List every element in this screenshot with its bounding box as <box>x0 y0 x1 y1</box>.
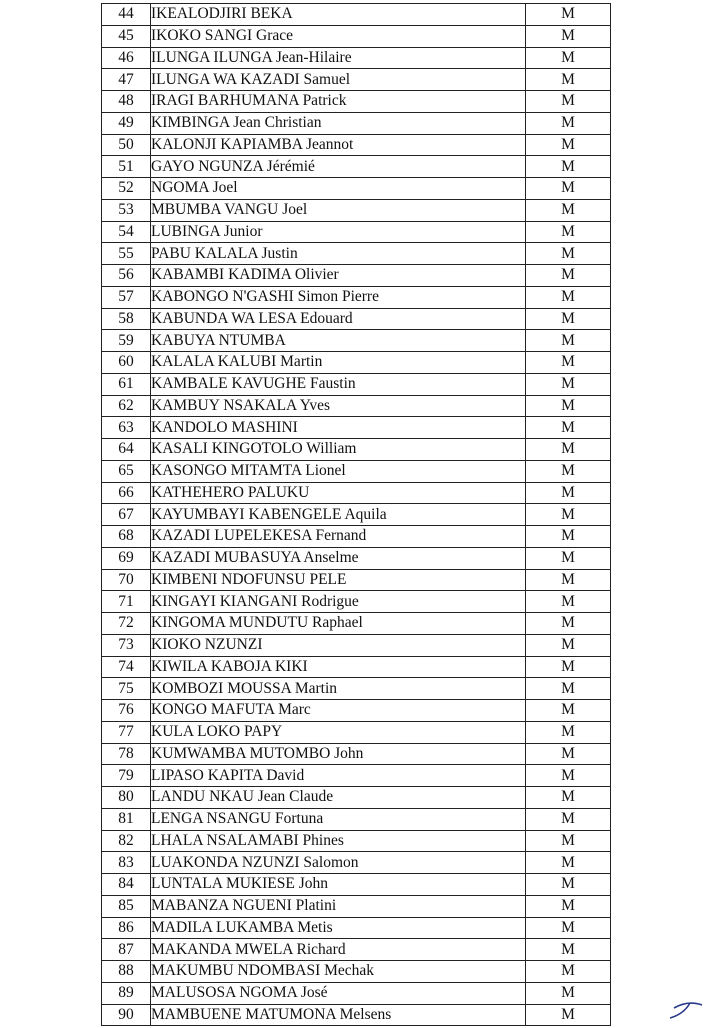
table-row <box>102 417 611 439</box>
table-row <box>102 352 611 374</box>
table-row <box>102 112 611 134</box>
row-sex: M <box>526 156 611 178</box>
row-sex: M <box>526 808 611 830</box>
row-number: 50 <box>102 134 151 156</box>
row-sex: M <box>526 286 611 308</box>
row-number: 89 <box>102 982 151 1004</box>
row-name: KANDOLO MASHINI <box>151 417 526 439</box>
row-number: 86 <box>102 917 151 939</box>
row-name: GAYO NGUNZA Jérémié <box>151 156 526 178</box>
row-sex: M <box>526 765 611 787</box>
row-sex: M <box>526 939 611 961</box>
row-name: LUAKONDA NZUNZI Salomon <box>151 852 526 874</box>
table-row <box>102 178 611 200</box>
row-name: KIWILA KABOJA KIKI <box>151 656 526 678</box>
row-number: 51 <box>102 156 151 178</box>
row-sex: M <box>526 982 611 1004</box>
row-name: KINGAYI KIANGANI Rodrigue <box>151 591 526 613</box>
table-row <box>102 700 611 722</box>
table-row <box>102 939 611 961</box>
row-sex: M <box>526 134 611 156</box>
row-name: KAYUMBAYI KABENGELE Aquila <box>151 504 526 526</box>
roster-sheet <box>101 3 609 1026</box>
row-sex: M <box>526 4 611 26</box>
table-row <box>102 308 611 330</box>
row-name: KALONJI KAPIAMBA Jeannot <box>151 134 526 156</box>
row-sex: M <box>526 330 611 352</box>
table-row <box>102 613 611 635</box>
row-sex: M <box>526 417 611 439</box>
row-number: 80 <box>102 787 151 809</box>
row-sex: M <box>526 112 611 134</box>
table-row <box>102 634 611 656</box>
table-row <box>102 25 611 47</box>
table-row <box>102 591 611 613</box>
row-number: 66 <box>102 482 151 504</box>
row-number: 47 <box>102 69 151 91</box>
row-number: 57 <box>102 286 151 308</box>
row-sex: M <box>526 852 611 874</box>
row-name: KAZADI LUPELEKESA Fernand <box>151 526 526 548</box>
table-row <box>102 852 611 874</box>
roster-table <box>101 3 611 1026</box>
row-sex: M <box>526 547 611 569</box>
row-name: KUMWAMBA MUTOMBO John <box>151 743 526 765</box>
row-name: IKOKO SANGI Grace <box>151 25 526 47</box>
row-number: 55 <box>102 243 151 265</box>
table-row <box>102 547 611 569</box>
row-name: KASALI KINGOTOLO William <box>151 439 526 461</box>
row-name: NGOMA Joel <box>151 178 526 200</box>
row-number: 61 <box>102 373 151 395</box>
row-sex: M <box>526 743 611 765</box>
row-sex: M <box>526 787 611 809</box>
row-name: KATHEHERO PALUKU <box>151 482 526 504</box>
table-row <box>102 895 611 917</box>
row-sex: M <box>526 504 611 526</box>
row-number: 48 <box>102 91 151 113</box>
row-name: KASONGO MITAMTA Lionel <box>151 460 526 482</box>
table-row <box>102 373 611 395</box>
row-name: LUBINGA Junior <box>151 221 526 243</box>
table-row <box>102 808 611 830</box>
row-sex: M <box>526 569 611 591</box>
row-name: KULA LOKO PAPY <box>151 721 526 743</box>
row-sex: M <box>526 482 611 504</box>
row-number: 53 <box>102 199 151 221</box>
row-sex: M <box>526 895 611 917</box>
table-row <box>102 221 611 243</box>
row-sex: M <box>526 874 611 896</box>
table-row <box>102 395 611 417</box>
table-row <box>102 134 611 156</box>
row-sex: M <box>526 700 611 722</box>
row-name: LHALA NSALAMABI Phines <box>151 830 526 852</box>
table-row <box>102 982 611 1004</box>
row-name: KABUYA NTUMBA <box>151 330 526 352</box>
row-number: 79 <box>102 765 151 787</box>
row-name: MABANZA NGUENI Platini <box>151 895 526 917</box>
row-number: 58 <box>102 308 151 330</box>
row-number: 83 <box>102 852 151 874</box>
row-name: MADILA LUKAMBA Metis <box>151 917 526 939</box>
row-sex: M <box>526 1004 611 1026</box>
row-sex: M <box>526 395 611 417</box>
row-name: KONGO MAFUTA Marc <box>151 700 526 722</box>
row-number: 65 <box>102 460 151 482</box>
row-number: 64 <box>102 439 151 461</box>
row-sex: M <box>526 265 611 287</box>
row-number: 82 <box>102 830 151 852</box>
table-row <box>102 874 611 896</box>
row-name: KABAMBI KADIMA Olivier <box>151 265 526 287</box>
table-row <box>102 569 611 591</box>
row-sex: M <box>526 199 611 221</box>
row-sex: M <box>526 460 611 482</box>
table-row <box>102 678 611 700</box>
row-sex: M <box>526 526 611 548</box>
row-sex: M <box>526 47 611 69</box>
row-name: IRAGI BARHUMANA Patrick <box>151 91 526 113</box>
row-number: 54 <box>102 221 151 243</box>
table-row <box>102 482 611 504</box>
table-row <box>102 526 611 548</box>
row-number: 60 <box>102 352 151 374</box>
row-sex: M <box>526 91 611 113</box>
row-name: KALALA KALUBI Martin <box>151 352 526 374</box>
row-name: MALUSOSA NGOMA José <box>151 982 526 1004</box>
table-row <box>102 243 611 265</box>
row-sex: M <box>526 830 611 852</box>
table-row <box>102 286 611 308</box>
row-number: 49 <box>102 112 151 134</box>
row-name: ILUNGA ILUNGA Jean-Hilaire <box>151 47 526 69</box>
table-row <box>102 91 611 113</box>
row-name: KAMBALE KAVUGHE Faustin <box>151 373 526 395</box>
row-sex: M <box>526 352 611 374</box>
row-name: KABONGO N'GASHI Simon Pierre <box>151 286 526 308</box>
row-name: KIMBENI NDOFUNSU PELE <box>151 569 526 591</box>
row-number: 85 <box>102 895 151 917</box>
row-sex: M <box>526 678 611 700</box>
table-row <box>102 1004 611 1026</box>
row-sex: M <box>526 961 611 983</box>
row-name: KOMBOZI MOUSSA Martin <box>151 678 526 700</box>
row-sex: M <box>526 721 611 743</box>
row-name: LENGA NSANGU Fortuna <box>151 808 526 830</box>
row-name: KABUNDA WA LESA Edouard <box>151 308 526 330</box>
row-number: 56 <box>102 265 151 287</box>
row-name: PABU KALALA Justin <box>151 243 526 265</box>
table-row <box>102 330 611 352</box>
row-name: KAZADI MUBASUYA Anselme <box>151 547 526 569</box>
row-name: KAMBUY NSAKALA Yves <box>151 395 526 417</box>
row-number: 78 <box>102 743 151 765</box>
row-number: 67 <box>102 504 151 526</box>
row-sex: M <box>526 69 611 91</box>
row-sex: M <box>526 178 611 200</box>
handwritten-mark-icon <box>668 996 708 1026</box>
table-row <box>102 460 611 482</box>
row-sex: M <box>526 308 611 330</box>
row-sex: M <box>526 917 611 939</box>
table-row <box>102 961 611 983</box>
row-number: 75 <box>102 678 151 700</box>
table-row <box>102 156 611 178</box>
table-row <box>102 47 611 69</box>
row-name: MBUMBA VANGU Joel <box>151 199 526 221</box>
table-row <box>102 439 611 461</box>
table-row <box>102 504 611 526</box>
row-number: 73 <box>102 634 151 656</box>
table-row <box>102 265 611 287</box>
row-number: 70 <box>102 569 151 591</box>
row-sex: M <box>526 439 611 461</box>
row-number: 46 <box>102 47 151 69</box>
row-number: 74 <box>102 656 151 678</box>
row-name: KIMBINGA Jean Christian <box>151 112 526 134</box>
row-number: 77 <box>102 721 151 743</box>
table-row <box>102 787 611 809</box>
row-name: KIOKO NZUNZI <box>151 634 526 656</box>
row-name: MAKUMBU NDOMBASI Mechak <box>151 961 526 983</box>
row-sex: M <box>526 25 611 47</box>
table-row <box>102 830 611 852</box>
table-row <box>102 765 611 787</box>
table-row <box>102 743 611 765</box>
row-sex: M <box>526 613 611 635</box>
row-number: 45 <box>102 25 151 47</box>
table-row <box>102 199 611 221</box>
roster-body <box>102 4 611 1026</box>
row-number: 81 <box>102 808 151 830</box>
row-number: 76 <box>102 700 151 722</box>
row-sex: M <box>526 243 611 265</box>
row-number: 84 <box>102 874 151 896</box>
row-sex: M <box>526 591 611 613</box>
row-sex: M <box>526 634 611 656</box>
row-name: LUNTALA MUKIESE John <box>151 874 526 896</box>
row-name: IKEALODJIRI BEKA <box>151 4 526 26</box>
row-sex: M <box>526 656 611 678</box>
row-name: KINGOMA MUNDUTU Raphael <box>151 613 526 635</box>
row-number: 63 <box>102 417 151 439</box>
row-name: MAKANDA MWELA Richard <box>151 939 526 961</box>
row-number: 68 <box>102 526 151 548</box>
row-name: MAMBUENE MATUMONA Melsens <box>151 1004 526 1026</box>
row-number: 44 <box>102 4 151 26</box>
row-number: 71 <box>102 591 151 613</box>
row-sex: M <box>526 221 611 243</box>
table-row <box>102 917 611 939</box>
row-number: 52 <box>102 178 151 200</box>
row-sex: M <box>526 373 611 395</box>
row-number: 87 <box>102 939 151 961</box>
row-name: LANDU NKAU Jean Claude <box>151 787 526 809</box>
table-row <box>102 69 611 91</box>
row-number: 62 <box>102 395 151 417</box>
row-number: 69 <box>102 547 151 569</box>
row-name: LIPASO KAPITA David <box>151 765 526 787</box>
table-row <box>102 4 611 26</box>
row-number: 88 <box>102 961 151 983</box>
row-number: 90 <box>102 1004 151 1026</box>
table-row <box>102 721 611 743</box>
row-number: 72 <box>102 613 151 635</box>
row-number: 59 <box>102 330 151 352</box>
table-row <box>102 656 611 678</box>
row-name: ILUNGA WA KAZADI Samuel <box>151 69 526 91</box>
